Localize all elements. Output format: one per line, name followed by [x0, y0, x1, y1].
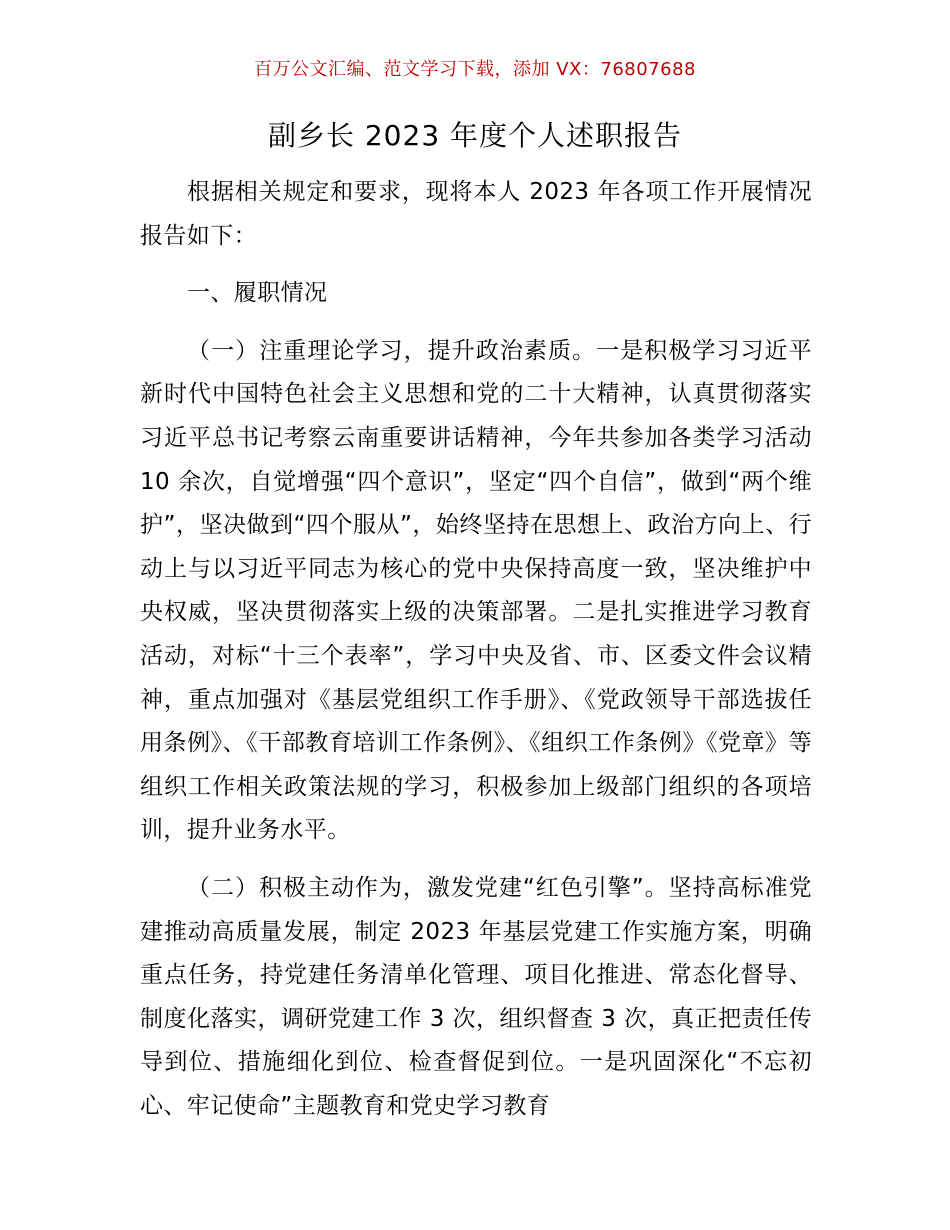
header-watermark-note: 百万公文汇编、范文学习下载，添加 VX：76807688	[254, 59, 696, 80]
paragraph-theory-study: （一）注重理论学习，提升政治素质。一是积极学习习近平新时代中国特色社会主义思想和党的二十大精神，认真贯彻落实习近平总书记考察云南重要讲话精神，今年共参加各类学习活动 10 余次，自觉增强“四个意识”，坚定“四个自信”，做到“两个维护”，坚决做到“四个服从”，始终坚持在思想上、政治方向上、行动上与以习近平同志为核心的党中央保持高度一致，坚决维护中央权威，坚决贯彻落实上级的决策部署。二是扎实推进学习教育活动，对标“十三个表率”，学习中央及省、市、区委文件会议精神，重点加强对《基层党组织工作手册》、《党政领导干部选拔任用条例》、《干部教育培训工作条例》、《组织工作条例》《党章》等组织工作相关政策法规的学习，积极参加上级部门组织的各项培训，提升业务水平。	[140, 337, 812, 844]
paragraph-party-building: （二）积极主动作为，激发党建“红色引擎”。坚持高标准党建推动高质量发展，制定 2023 年基层党建工作实施方案，明确重点任务，持党建任务清单化管理、项目化推进、常态化督导、制度化落实，调研党建工作 3 次，组织督查 3 次，真正把责任传导到位、措施细化到位、检查督促到位。一是巩固深化“不忘初心、牢记使命”主题教育和党史学习教育	[140, 874, 812, 1119]
document-body	[140, 171, 812, 1128]
section-heading-duties: 一、履职情况	[187, 280, 328, 307]
document-title: 副乡长 2023 年度个人述职报告	[267, 119, 683, 152]
paragraph-intro: 根据相关规定和要求，现将本人 2023 年各项工作开展情况报告如下：	[140, 179, 812, 249]
